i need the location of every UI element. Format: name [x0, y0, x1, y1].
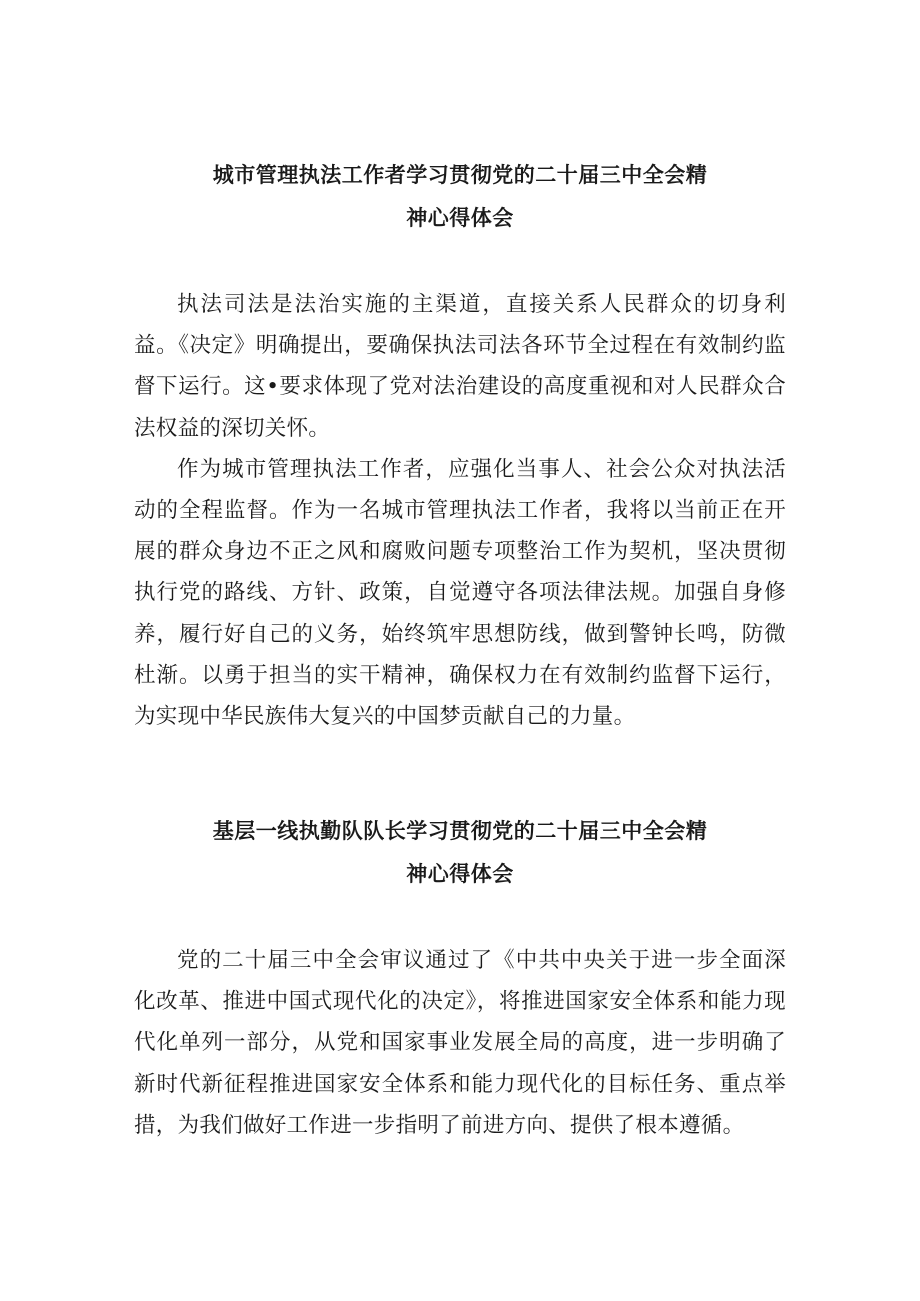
section1-body — [134, 284, 786, 737]
section1-title — [0, 154, 920, 240]
section1-paragraph-2: 作为城市管理执法工作者，应强化当事人、社会公众对执法活动的全程监督。作为一名城市管理执法工作者，我将以当前正在开展的群众身边不正之风和腐败问题专项整治工作为契机，坚决贯彻执行党的路线、方针、政策，自觉遵守各项法律法规。加强自身修养，履行好自己的义务，始终筑牢思想防线，做到警钟长鸣，防微杜渐。以勇于担当的实干精神，确保权力在有效制约监督下运行，为实现中华民族伟大复兴的中国梦贡献自己的力量。 — [134, 456, 786, 730]
section1-paragraph-1: 执法司法是法治实施的主渠道，直接关系人民群众的切身利益。《决定》明确提出，要确保执法司法各环节全过程在有效制约监督下运行。这•要求体现了党对法治建设的高度重视和对人民群众合法权益的深切关怀。 — [134, 292, 786, 441]
section2-body — [134, 940, 786, 1146]
section1-title-line2: 神心得体会 — [406, 206, 514, 230]
section2-title-line2: 神心得体会 — [406, 862, 514, 886]
section2-title-line1: 基层一线执勤队队长学习贯彻党的二十届三中全会精 — [212, 819, 708, 843]
section1-title-line1: 城市管理执法工作者学习贯彻党的二十届三中全会精 — [212, 163, 708, 187]
section2-title — [0, 810, 920, 896]
section2-paragraph-1: 党的二十届三中全会审议通过了《中共中央关于进一步全面深化改革、推进中国式现代化的决定》，将推进国家安全体系和能力现代化单列一部分，从党和国家事业发展全局的高度，进一步明确了新时代新征程推进国家安全体系和能力现代化的目标任务、重点举措，为我们做好工作进一步指明了前进方向、提供了根本遵循。 — [134, 948, 786, 1138]
